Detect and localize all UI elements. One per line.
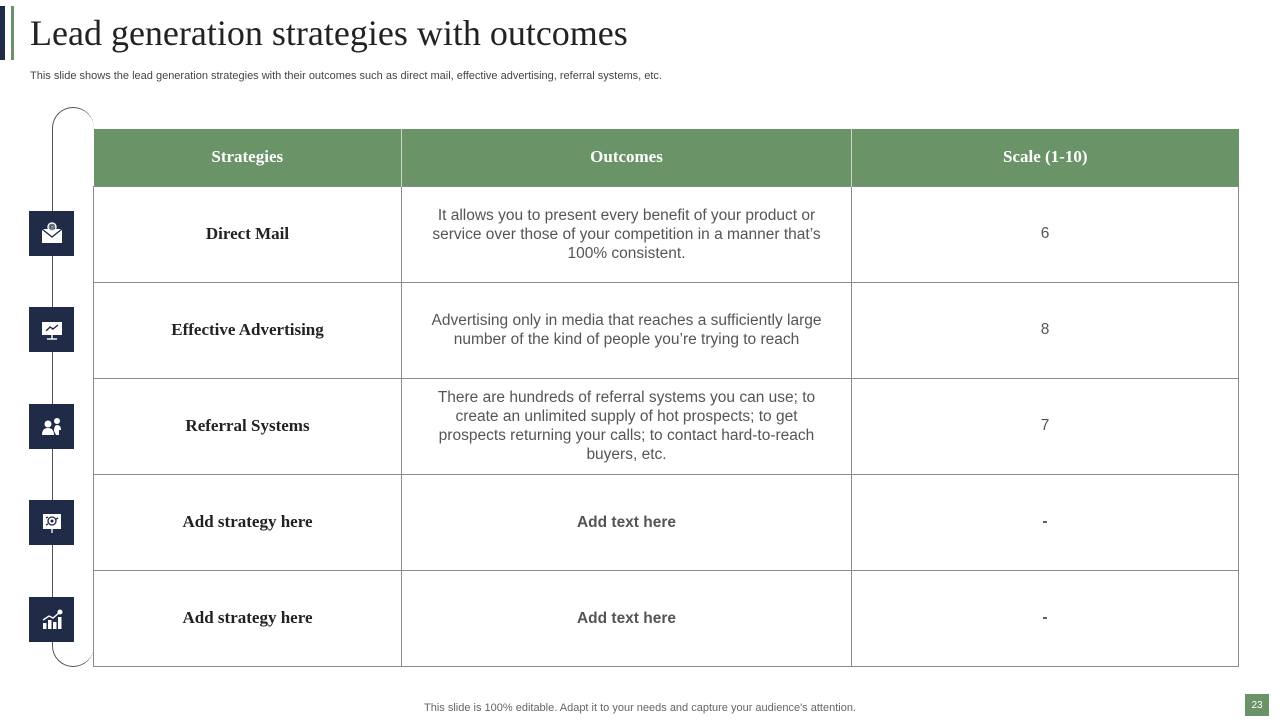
scale-cell: 7: [852, 378, 1239, 474]
strategy-cell: Effective Advertising: [94, 282, 402, 378]
page-number: 23: [1245, 694, 1269, 716]
strategy-cell: Add strategy here: [94, 570, 402, 666]
table-row: [94, 186, 1239, 282]
title-accent-bar-secondary: [11, 6, 14, 60]
table-row: [94, 282, 1239, 378]
table-header-row: [94, 129, 1239, 186]
title-accent-bar: [0, 6, 5, 60]
slide-subtitle: This slide shows the lead generation strategies with their outcomes such as direct mail, effective advertising, referral systems, etc.: [30, 70, 662, 82]
table-row: [94, 474, 1239, 570]
header-scale: Scale (1-10): [852, 129, 1239, 186]
outcome-cell: There are hundreds of referral systems you can use; to create an unlimited supply of hot prospects; to get prospects returning your calls; to contact hard-to-reach buyers, etc.: [402, 378, 852, 474]
header-strategies: Strategies: [94, 129, 402, 186]
strategy-table: [93, 129, 1239, 667]
outcome-cell: Add text here: [402, 570, 852, 666]
email-icon: [29, 211, 74, 256]
header-outcomes: Outcomes: [402, 129, 852, 186]
growth-chart-icon: [29, 597, 74, 642]
outcome-cell: It allows you to present every benefit of your product or service over those of your competition in a manner that’s 100% consistent.: [402, 186, 852, 282]
scale-cell: 8: [852, 282, 1239, 378]
svg-text:@: @: [48, 223, 55, 231]
timeline-rail: [52, 107, 94, 667]
presentation-screen-icon: [29, 307, 74, 352]
referral-people-icon: [29, 404, 74, 449]
slide-footer: This slide is 100% editable. Adapt it to your needs and capture your audience's attention.: [424, 702, 856, 714]
table-row: [94, 570, 1239, 666]
strategy-cell: Add strategy here: [94, 474, 402, 570]
scale-cell: -: [852, 570, 1239, 666]
scale-cell: 6: [852, 186, 1239, 282]
scale-cell: -: [852, 474, 1239, 570]
table-row: [94, 378, 1239, 474]
strategy-board-icon: [29, 500, 74, 545]
strategy-cell: Referral Systems: [94, 378, 402, 474]
slide-title: Lead generation strategies with outcomes: [30, 13, 628, 53]
outcome-cell: Add text here: [402, 474, 852, 570]
strategy-cell: Direct Mail: [94, 186, 402, 282]
outcome-cell: Advertising only in media that reaches a sufficiently large number of the kind of people you’re trying to reach: [402, 282, 852, 378]
